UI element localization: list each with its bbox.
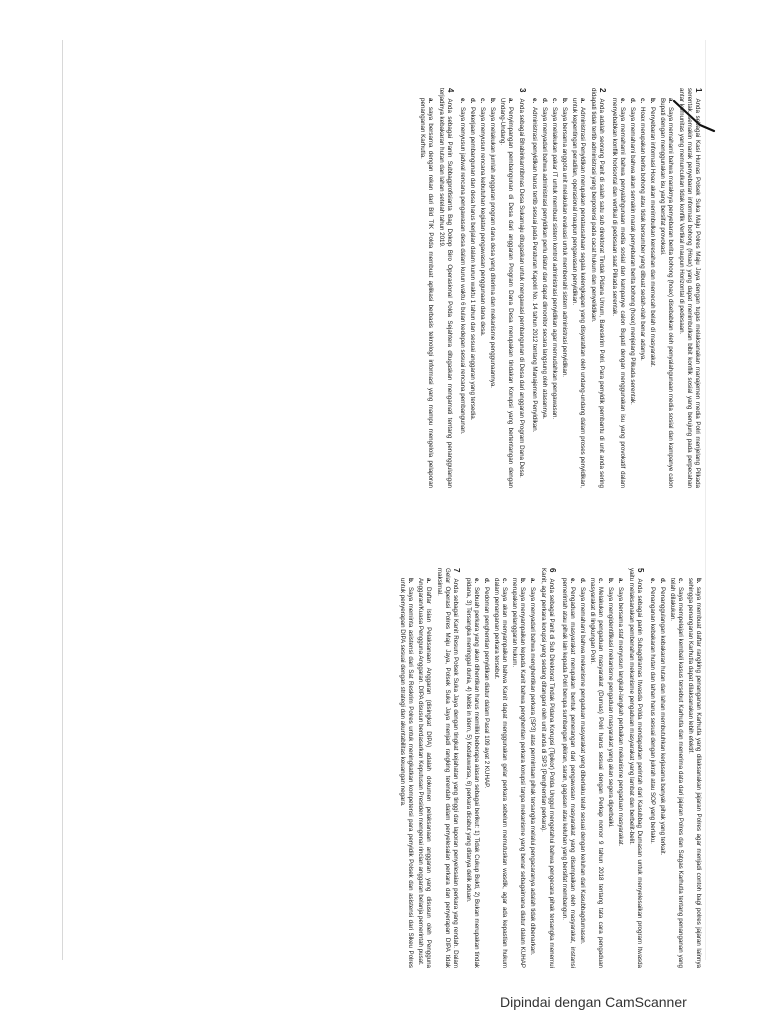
answer-option (482, 578, 490, 968)
option-letter: c. (479, 98, 486, 104)
right-column (394, 568, 702, 968)
question-intro (589, 88, 606, 488)
option-letter: e. (649, 578, 656, 584)
option-letter: c. (551, 98, 558, 104)
option-letter: d. (629, 98, 636, 104)
option-text: Melakukan pengaduan masyarakat (Dumas) Polri harus sesuai dengan Perkap nomor 9 tahun 2018 tentang tata cara pengaduan masyarakat di lingkungan Polri. (589, 578, 604, 968)
option-letter: b. (695, 578, 702, 584)
answer-option (528, 578, 536, 968)
option-text: Saya meminta asistensi dari Sat Reskrim Polres untuk meningkatkan kompetensi para penyidik Polsek dan asistensi dari Sikeu Polres untuk penyerapan DIPA sesuai dengan strategi dan akuntabilitas keuangan negara. (399, 578, 414, 968)
question-number: 3 (518, 88, 527, 93)
question-block (418, 88, 454, 488)
left-column (414, 88, 702, 488)
answer-option (616, 578, 624, 968)
question-number: 7 (452, 568, 461, 573)
option-letter: c. (639, 98, 646, 104)
answer-option (668, 578, 684, 968)
question-text: Anda adalah seorang Panit di salah satu sub direktorat Tindak Pidana Umum, Bareskrim Polri. Para penyidik pembantu di unit anda sering didapati tidak tertib administrasi yang berpotensi pada cacat hukum dan penyelidikan. (590, 88, 605, 488)
option-letter: e. (619, 98, 626, 104)
option-letter: d. (659, 578, 666, 584)
option-text: Saya bersama anggota unit melakukan evaluasi untuk membenahi sistem administrasi penyidikan. (561, 107, 568, 377)
option-text: Saya melakukan jumlah anggaran program dana desa yang diterima dan mekanisme penggunaannya. (489, 107, 496, 389)
question-intro (517, 88, 526, 488)
option-letter: e. (569, 578, 576, 584)
answer-options (398, 578, 432, 968)
option-text: Saya menyusun jadwal rencana pengawasan desa dalam kurun waktu 6 bulan kedepan sesuai rencana pembangunan. (459, 107, 466, 435)
answer-option (468, 98, 476, 488)
answer-option (658, 578, 666, 968)
option-letter: b. (561, 98, 568, 104)
answer-option (398, 578, 414, 968)
answer-option (570, 98, 586, 488)
answer-option (492, 578, 508, 968)
answer-option (498, 98, 514, 488)
option-text: Saya memahami bahwa penyalahgunaan media sosial dan kampanye calon Bupati dengan menggunakan isu yang provokatif dalam menyebabkan konflik horisontal dan vertikal di pedesaan saat Pilkada serentak. (611, 98, 626, 488)
option-letter: d. (483, 578, 490, 584)
option-letter: a. (507, 98, 514, 104)
question-text: Anda sebagai Panin Subbagprofisianta Bag Dokop Biro Operasional Polda Sejahtera ditugaskan mengamati tentang penanggulangan terjadinya kebakaran hutan dan lahan setelah tahun 2019. (438, 88, 453, 488)
option-text: saya bersama dengan rekan dari Bid TIK Polda membuat aplikasi berbasis teknologi informasi yang mampu mengelola pelaporan penanganan Karhutla. (419, 98, 434, 488)
option-text: Saya mengidentifikasi mekanisme pengaduan masyarakat yang akan segera diperbaiki. (607, 587, 614, 828)
answer-option (416, 578, 432, 968)
answer-option (638, 98, 646, 488)
option-letter: e. (531, 98, 538, 104)
option-letter: c. (501, 578, 508, 584)
option-letter: b. (489, 98, 496, 104)
answer-option (510, 578, 526, 968)
scan-edge-left (62, 40, 63, 960)
option-letter: b. (519, 578, 526, 584)
answer-option (648, 578, 656, 968)
right-column-content (398, 568, 702, 968)
question-text: Anda sebagai Kanit Resum Polsek Suka Jaya dengan tingkat kejahatan yang tinggi dan laporan penyelesaian perkara yang rendah. Dalam Gelar Operasi Polres Maju Jaya, Polsek Suka Jaya menjadi rangking terendah dalam penyelesaian perkara dan penyerapan DIPA tidak maksimal. (436, 568, 459, 968)
option-text: Penyebaran informasi Hoax akan menimbulkan keresahan dan memecah belah di masyarakat. (649, 107, 656, 368)
question-text: Anda sebagai Panit di Sub Direktorat Tindak Pidana Korupsi (Tipikor) Polda Unggul mengetahui bahwa pengecara pihak tersangka menemui Kanit, agar perkara korupsi yang sedang ditangani oleh unit anda di SP3 (Penghentian perkara). (540, 568, 555, 968)
option-letter: a. (667, 98, 674, 104)
question-block (530, 88, 606, 488)
option-text: saya membuat daftar rangking penanganan Karhutla yang dilaksanakan jajaran Polres agar menjadi contoh bagi polres jajaran lainnya sehingga penanganan Karhutla dapat dilaksanakan lebih efektif. (687, 578, 702, 968)
option-text: Saya akan menyampaikan bahwa Kanit dapat menggunakan gelar perkara sebelum memutuskan wasdik, agar ada kepastian hukum dalam penanganan perkara tersebut. (493, 578, 508, 968)
option-letter: d. (469, 98, 476, 104)
answer-option (658, 98, 674, 488)
option-text: Administrasi Penyidikan merupakan penatausahaan segala kelengkapan yang disyaratkan oleh undang-undang dalam proses penyidikan, untuk kepentingan peradilan, operasional maupun pengawasan penyidikan. (571, 98, 586, 488)
answer-option (560, 578, 576, 968)
answer-option (550, 98, 558, 488)
option-text: Saya menyusun rencana kebutuhan kegiatan pengawasan penggunaan dana desa. (479, 107, 486, 337)
option-letter: d. (579, 578, 586, 584)
option-letter: b. (607, 578, 614, 584)
answer-options (648, 578, 702, 968)
option-text: Saya menyadari bahwa administrasi penyidikan perlu diatur dan dapat dimonitor secara langsung oleh atasannya. (541, 107, 548, 420)
option-letter: c. (677, 578, 684, 584)
option-letter: a. (617, 578, 624, 584)
option-letter: a. (529, 578, 536, 584)
question-block (610, 88, 702, 488)
question-number: 1 (694, 88, 703, 93)
question-intro (539, 568, 556, 968)
option-letter: e. (473, 578, 480, 584)
question-text: Anda sebagai Kasi Humas Polsek Suka Maju Polres Maju Jaya dengan tugas melaksanakan manajemen media Polri menjelang Pilkada serentak, semakin marak penyebaran informasi bohong (Hoax) yang dapat menimbulkan bibit konflik sosial yang berujung pada perpecahan antar komunitas yang memunculkan tidak konflik Vertikal maupun Horizontal di pedesaan. (678, 88, 701, 488)
option-letter: b. (407, 578, 414, 584)
option-text: Pengaduan masyarakat merupakan bentuk penerangan dari pengawasan masyarakat yang disampaikan oleh masyarakat, instansi pemerintah atau pihak lain kepada Polri berupa sumbangan pikiran, saran, gagasan atau keluhan yang bersifat membangun. (561, 578, 576, 968)
left-column-content (418, 88, 702, 488)
option-text: Daftar Isian Pelaksanaan Anggaran (disingkat DIPA) adalah dokumen pelaksanaan anggaran yang disusun oleh Pengguna Anggaran/Kuasa Pengguna Anggaran. DIPA disusun berdasarkan Keputusan Presiden mengenai rincian anggaran belanja pemerintah pusat. (417, 578, 432, 968)
option-letter: a. (425, 578, 432, 584)
answer-option (478, 98, 486, 488)
question-number: 5 (636, 568, 645, 573)
question-intro (435, 568, 460, 968)
scan-edge-right (705, 40, 706, 960)
answer-option (686, 578, 702, 968)
option-letter: d. (541, 98, 548, 104)
question-block (464, 568, 556, 968)
question-intro (677, 88, 702, 488)
answer-option (648, 98, 656, 488)
option-text: Saya menyadari bahwa menghentikan perkara (SP3) atas permintaan pihak tersangka melalui pengacaranya adalah tidak dibenarkan. (529, 587, 536, 956)
answer-option (588, 578, 604, 968)
option-text: Sebuah perkara yang akan dihentikan harus memiliki beberapa alasan sebagai berikut: 1) Tidak Cukup Bukti, 2) Bukan merupakan tindak pidana, 3) Tersangka meninggal dunia, 4) Nebis in idem, 5) Kedaluwarsa, 6) perkara dicabut yang ditanya delik aduan. (465, 578, 480, 968)
answer-option (578, 578, 586, 968)
camscanner-footer: Dipindai dengan CamScanner (500, 994, 687, 1010)
answer-options (560, 578, 624, 968)
answer-option (488, 98, 496, 488)
answer-option (458, 98, 466, 488)
option-text: Saya memahami bahwa maraknya penyebaran berita bohong (hoax) disebabkan oleh penyalahgunaan media sosial dan kampanye calon Bupati dengan menggunakan isu yang bersifat provokasi. (659, 98, 674, 488)
option-letter: c. (597, 578, 604, 584)
option-text: Penyimpangan pembangunan di Desa dari anggaran Program Dana Desa merupakan tindakan Korupsi yang bertentangan dengan Undang-Undang. (499, 98, 514, 488)
question-block (398, 568, 460, 968)
option-text: Hoax merupakan berita bohong atau tidak bersumber yang dibuat sedah-olah benar adanya. (639, 107, 646, 361)
answer-option (606, 578, 614, 968)
answer-option (560, 98, 568, 488)
question-text: Anda sebagai Bhabinkamtibmas Desa Sukamaju ditugaskan untuk mengawasi pembangunan di Desa dari anggaran Program Dana Desa. (518, 98, 525, 478)
option-text: Saya memahami bahwa akan semakin marak penyebaran berita bohong (hoax) menjelang Pilkada serentak. (629, 107, 636, 405)
answer-option (540, 98, 548, 488)
question-intro (627, 568, 644, 968)
option-text: Pedoman penghentian penyidikan diatur dalam Pasal 109 ayat 2 KUHAP. (483, 587, 490, 789)
question-number: 4 (446, 88, 455, 93)
answer-option (418, 98, 434, 488)
answer-option (628, 98, 636, 488)
option-text: Saya bersama staf menyusun langkah-langkah perbaikan mekanisme pengaduan masyarakat. (617, 587, 624, 847)
answer-options (610, 98, 674, 488)
answer-option (530, 98, 538, 488)
question-block (648, 568, 702, 968)
option-text: Administrasi penyidikan harus tertib sesuai pada Peraturan Kapolri No. 14 tahun 2012 tentang Manajemen Penyidikan. (531, 107, 538, 433)
question-number: 6 (548, 568, 557, 573)
option-letter: b. (649, 98, 656, 104)
answer-options (530, 98, 586, 488)
option-text: Penanggulangan kebakaran hutan dan lahan membutuhkan kerjasama banyak pihak yang terkait. (659, 587, 666, 856)
option-text: Saya menyampaikan kepada Kanit bahwa penghentian perkara korupsi tanpa mekanisme yang benar sebagaimana diatur dalam KUHAP merupakan pelanggaran hukum. (511, 578, 526, 968)
answer-options (464, 578, 536, 968)
question-number: 2 (598, 88, 607, 93)
answer-options (458, 98, 514, 488)
question-block (458, 88, 526, 488)
question-intro (437, 88, 454, 488)
answer-option (464, 578, 480, 968)
option-text: Penanganan kebakaran hutan dan lahan harus sesuai dengan jukrah atau SOP yang berlaku. (649, 587, 656, 844)
option-text: Saya memahami bahwa mekanisme pengaduan masyarakat yang diberlaku telah sesuai dengan keluhan dari Kasubbagdumasan. (579, 587, 586, 945)
answer-option (610, 98, 626, 488)
option-text: Saya melakukan pakar IT untuk membuat sistem kontrol administrasi penyidikan agar memudahkan pengawasan. (551, 107, 558, 420)
answer-options (418, 98, 434, 488)
question-text: Anda sebagai panin Subagdiramas Itwasda Polda mendapatkan perintah dari Kasubbag Dumasan untuk menyelesaikan program Itwasda yaitu melaksanakan pembenahan mekanisme pengaduan masyarakat yang lambat dan berbelit-belit. (628, 568, 643, 968)
option-letter: a. (579, 98, 586, 104)
option-letter: a. (427, 98, 434, 104)
option-text: Saya mempelajari kembali kasus tersebut Karhutla dan menerima data dari jajaran Polres dan Satgas Karhutla tentang penanganan yang telah dilakukan. (669, 578, 684, 968)
question-block (560, 568, 644, 968)
option-letter: e. (459, 98, 466, 104)
option-text: Pekerjaan pembangunan dan desa harus berjalan dalam kurun waktu 1 tahun dan sesuai anggaran yang tersedia. (469, 107, 476, 421)
